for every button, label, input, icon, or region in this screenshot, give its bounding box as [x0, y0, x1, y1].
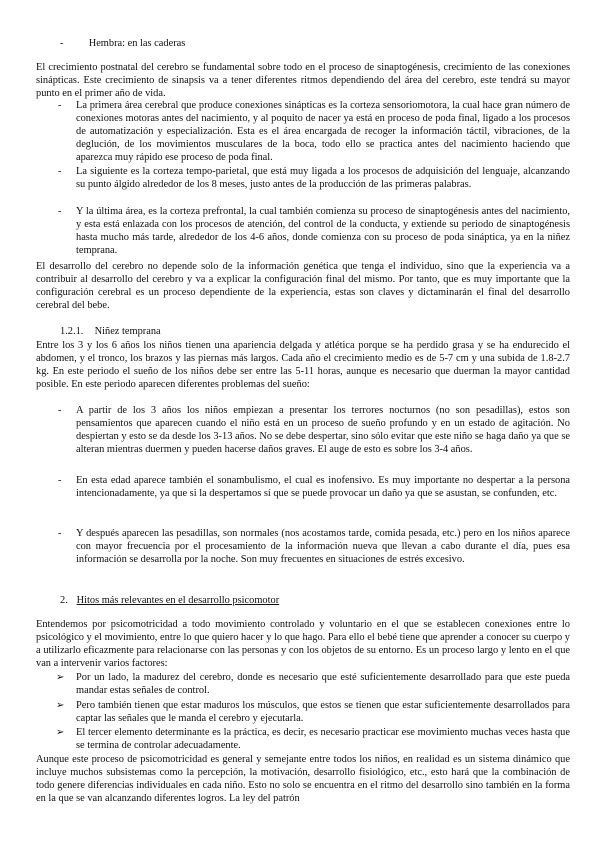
section-number: 2. — [60, 595, 68, 606]
list-item-terrores — [58, 405, 570, 457]
list-item-text: Pero también tienen que estar maduros los músculos, que estos se tienen que estar suficientemente desarrollados para captar las señales que le manda el cerebro y ejecutarla. — [76, 700, 570, 724]
arrow-bullet-icon: ➢ — [56, 727, 65, 738]
section-heading-nineztemprana — [60, 326, 161, 339]
list-item-sensoriomotora — [58, 100, 570, 165]
section-title: Niñez temprana — [94, 326, 161, 337]
list-item-prefrontal — [58, 206, 570, 258]
list-marker: - — [58, 206, 62, 217]
list-marker: - — [58, 166, 62, 177]
paragraph-sistema-dinamico: Aunque este proceso de psicomotricidad es general y semejante entre todos los niños, en realidad es un sistema dinámico que incluye muchos subsistemas como la percepción, la motivación, desarrollo fisiológico, etc., esto hará que la combinación de todo genere diferencias individuales en cada niño. Esto no solo se encuentra en el ritmo del desarrollo sino también en la forma en la que se van alcanzando diferentes logros. La ley del patrón — [36, 754, 570, 804]
list-marker: - — [58, 528, 62, 539]
paragraph-sinaptogenesis: El crecimiento postnatal del cerebro se fundamental sobre todo en el proceso de sinaptogénesis, crecimiento de las conexiones sinápticas. Este crecimiento de sinapsis va a tener diferentes ritmos dependiendo del área del cerebro, este tendrá su mayor punto en el primer año de vida. — [36, 62, 570, 99]
list-item-sonambulismo — [58, 475, 570, 501]
list-item-text: La primera área cerebral que produce conexiones sinápticas es la corteza sensoriomotora, la cual hace gran número de conexiones motoras antes del nacimiento, y al poquito de nacer ya está en proceso de poda final, ligado a los procesos de automatización y especialización. Esta es el área encargada de recoger la información táctil, vibraciones, de la deglución, de los movimientos musculares de la boca, todo ello se practica antes del nacimiento haciendo que aparezca muy rápido ese proceso de poda final. — [76, 100, 570, 163]
list-marker: - — [58, 405, 62, 416]
list-item-text: El tercer elemento determinante es la práctica, es decir, es necesario practicar ese movimiento muchas veces hasta que se termina de controlar adecuadamente. — [76, 727, 570, 751]
paragraph-psicomotricidad: Entendemos por psicomotricidad a todo movimiento controlado y voluntario en el que se establecen conexiones entre lo psicológico y el movimiento, entre lo que quiero hacer y lo que hago. Para ello el bebé tiene que aprender a conocer su cuerpo y a utilizarlo eficazmente para relacionarse con las personas y con los objetos de su entorno. Es un proceso largo y lento en el que van a intervenir varios factores: — [36, 619, 570, 669]
list-marker: - — [60, 38, 64, 49]
list-item-factor-cerebro — [56, 672, 570, 698]
list-item-pesadillas — [58, 528, 570, 567]
section-heading-hitos — [60, 595, 279, 608]
list-item-text: La siguiente es la corteza tempo-parietal, que está muy ligada a los procesos de adquisición del lenguaje, alcanzando su punto álgido alrededor de los 8 meses, justo antes de la producción de las primeras palabras. — [76, 166, 570, 190]
list-item-factor-musculos — [56, 700, 570, 726]
list-item-text: Hembra: en las caderas — [88, 38, 186, 49]
list-item-text: Y después aparecen las pesadillas, son normales (nos acostamos tarde, comida pesada, etc.) pero en los niños aparece con mayor frecuencia por el procesamiento de la información nueva que llevan a cabo durante el día, pues esa información se desarrolla por la noche. Son muy frecuentes en situaciones de estrés excesivo. — [76, 528, 570, 565]
list-marker: - — [58, 475, 62, 486]
paragraph-experiencia: El desarrollo del cerebro no depende solo de la información genética que tenga el individuo, sino que la experiencia va a contribuir al desarrollo del cerebro y va a explicar la configuración final del mismo. Por tanto, que es muy importante que la configuración cerebral es un proceso dependiente de la experiencia, estas son claves y dictaminarán el final del desarrollo cerebral del bebe. — [36, 261, 570, 311]
list-item-text: Por un lado, la madurez del cerebro, donde es necesario que esté suficientemente desarrollado para que este pueda mandar estas señales de control. — [76, 672, 570, 696]
list-marker: - — [58, 100, 62, 111]
section-title: Hitos más relevantes en el desarrollo psicomotor — [76, 595, 280, 606]
paragraph-ninez: Entre los 3 y los 6 años los niños tienen una apariencia delgada y atlética porque se ha perdido grasa y se ha endurecido el abdomen, y el tronco, los brazos y las piernas más largos. Cada año el crecimiento medio es de 5-7 cm y una subida de 1.8-2.7 kg. En este periodo el sueño de los niños debe ser entre las 5-11 horas, aunque es necesario que duerman la mayor cantidad posible. En este periodo aparecen diferentes problemas del sueño: — [36, 340, 570, 390]
list-item-text: Y la última área, es la corteza prefrontal, la cual también comienza su proceso de sinaptogénesis antes del nacimiento, y esta está enlazada con los procesos de atención, del control de la conducta, y extiende su periodo de sinaptogénesis hasta mucho más tarde, alrededor de los 4-6 años, donde comienza con su proceso de poda sináptica, ya en la niñez temprana. — [76, 206, 570, 256]
section-number: 1.2.1. — [60, 326, 84, 337]
arrow-bullet-icon: ➢ — [56, 700, 65, 711]
list-item-factor-practica — [56, 727, 570, 753]
list-item — [60, 38, 560, 51]
list-item-text: A partir de los 3 años los niños empiezan a presentar los terrores nocturnos (no son pesadillas), estos son pensamientos que aparecen cuando el niño está en un proceso de sueño profundo y en un estado de agitación. No despiertan y esto se da desde los 3-13 años. No se debe despertar, sino sólo evitar que este niño se haga daño ya que se alteran mientras duermen y pueden hacerse daños graves. El auge de esto es sobre los 3-4 años. — [76, 405, 570, 455]
list-item-tempo-parietal — [58, 166, 570, 192]
list-item-text: En esta edad aparece también el sonambulismo, el cual es inofensivo. Es muy importante no despertar a la persona intencionadamente, ya que si la despertamos sí que se puede provocar un daño ya que se asustan, se confunden, etc. — [76, 475, 570, 499]
arrow-bullet-icon: ➢ — [56, 672, 65, 683]
